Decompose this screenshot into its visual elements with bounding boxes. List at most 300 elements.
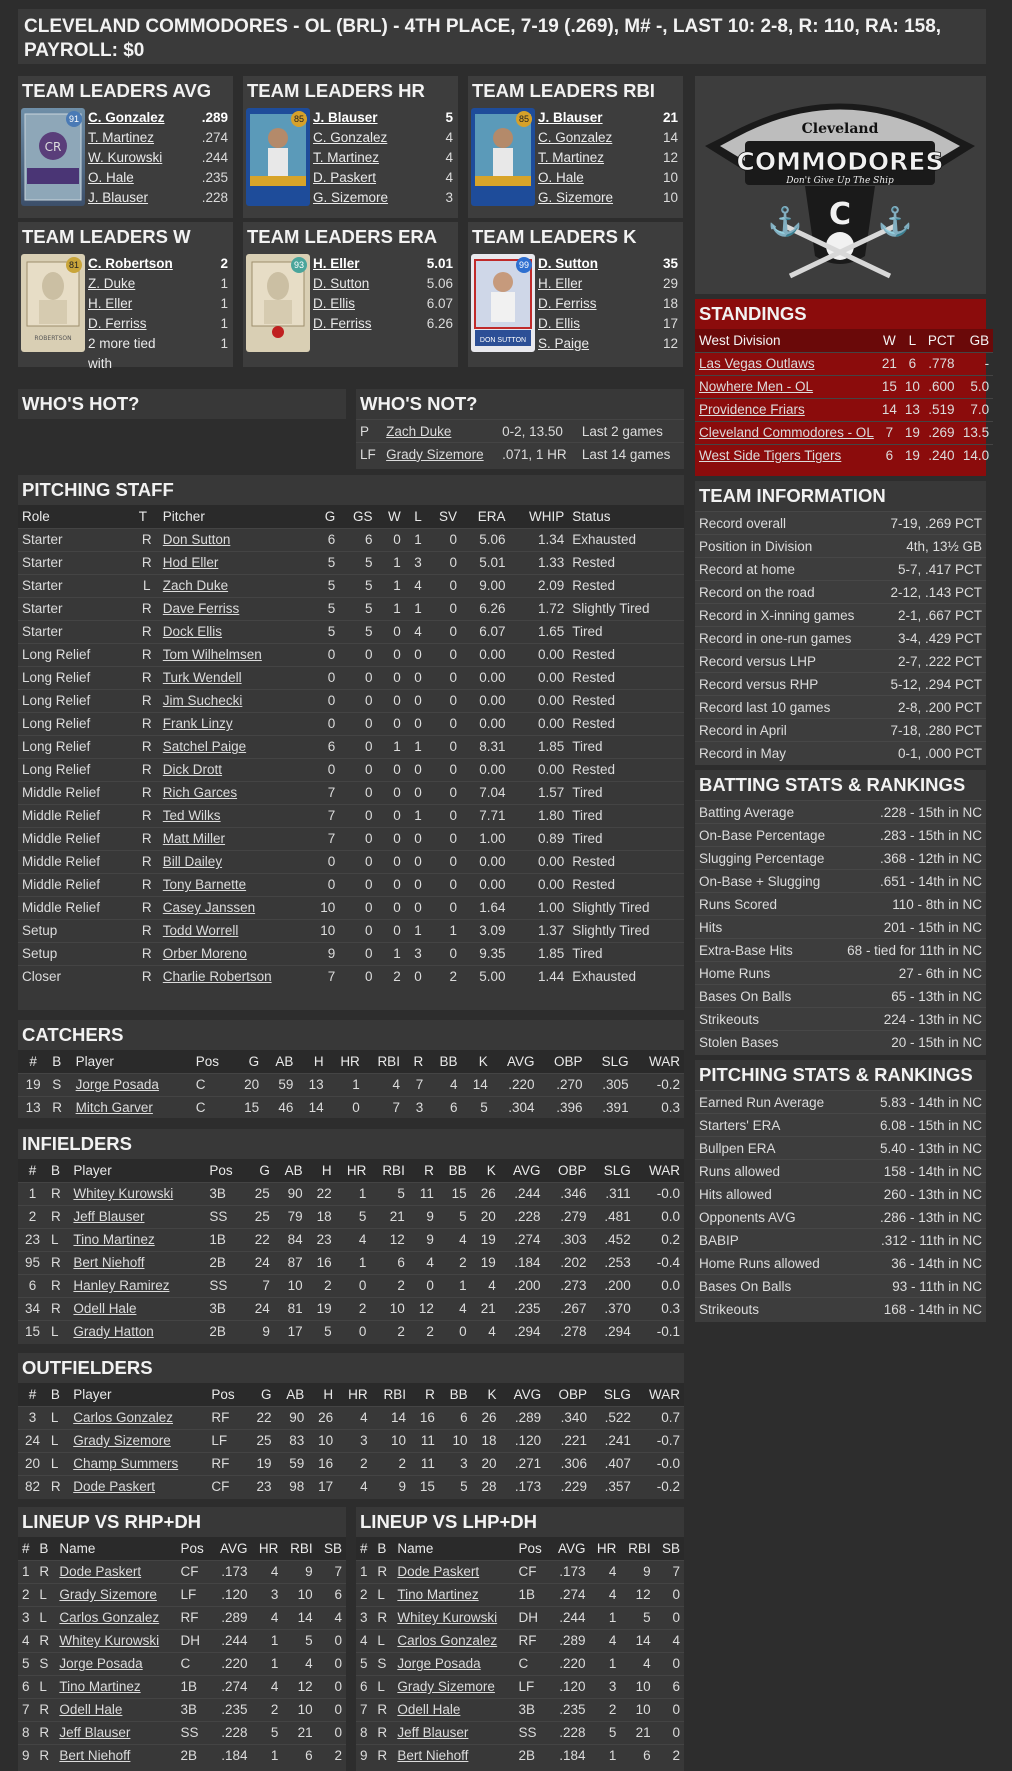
- pitching-staff-panel: [18, 475, 684, 1010]
- table-cell: R: [35, 1629, 55, 1652]
- standings-cell: 6: [901, 352, 924, 375]
- column-header[interactable]: K: [472, 1383, 501, 1406]
- leader-row: [88, 314, 228, 334]
- leader-name[interactable]: O. Hale: [88, 170, 134, 185]
- player-card-image[interactable]: [21, 254, 85, 352]
- leader-row: [88, 108, 228, 128]
- table-cell: 20: [18, 1452, 47, 1475]
- stat-row: [695, 557, 986, 580]
- table-cell: 5: [620, 1606, 654, 1629]
- leader-name[interactable]: Z. Duke: [88, 276, 136, 291]
- column-header[interactable]: AVG: [492, 1050, 539, 1073]
- whos-not-cell: .071, 1 HR: [498, 443, 578, 466]
- table-cell: R: [35, 1698, 55, 1721]
- table-cell: .305: [587, 1073, 633, 1096]
- catchers-title: CATCHERS: [18, 1020, 684, 1050]
- table-cell: 12: [620, 1583, 654, 1606]
- column-header[interactable]: SLG: [591, 1383, 635, 1406]
- table-cell: 1: [405, 804, 426, 827]
- column-header[interactable]: AVG: [500, 1159, 545, 1182]
- column-header[interactable]: ERA: [461, 505, 510, 528]
- leader-name[interactable]: J. Blauser: [538, 110, 603, 125]
- column-header[interactable]: Status: [568, 505, 684, 528]
- column-header[interactable]: G: [308, 505, 339, 528]
- table-cell: Starter: [18, 597, 135, 620]
- standings-row: [695, 375, 993, 398]
- stat-label: On-Base Percentage: [699, 828, 826, 843]
- table-cell: 0: [438, 1320, 471, 1343]
- player-link[interactable]: Dick Drott: [159, 758, 308, 781]
- player-link[interactable]: Todd Worrell: [159, 919, 308, 942]
- table-cell: Long Relief: [18, 689, 135, 712]
- standings-cell: .269: [924, 421, 959, 444]
- player-link[interactable]: Jeff Blauser: [393, 1721, 514, 1744]
- player-link[interactable]: Mitch Garver: [72, 1096, 192, 1119]
- table-cell: 10: [282, 1583, 316, 1606]
- player-link[interactable]: Zach Duke: [382, 420, 498, 443]
- column-header[interactable]: #: [18, 1383, 47, 1406]
- column-header[interactable]: RBI: [372, 1383, 410, 1406]
- standings-team-link[interactable]: West Side Tigers Tigers: [695, 444, 878, 467]
- column-header[interactable]: K: [471, 1159, 500, 1182]
- leader-name[interactable]: C. Gonzalez: [538, 130, 613, 145]
- table-cell: 1B: [176, 1675, 211, 1698]
- stat-value: 260 - 13th in NC: [883, 1187, 982, 1202]
- table-cell: 0: [405, 873, 426, 896]
- whos-not-cell: Last 2 games: [578, 420, 684, 443]
- standings-team-link[interactable]: Nowhere Men - OL: [695, 375, 878, 398]
- table-cell: .278: [545, 1320, 591, 1343]
- table-cell: 1: [328, 1073, 364, 1096]
- player-link[interactable]: Grady Sizemore: [69, 1429, 207, 1452]
- player-link[interactable]: Bert Niehoff: [69, 1251, 205, 1274]
- leader-row: [538, 128, 678, 148]
- player-link[interactable]: Dode Paskert: [55, 1560, 176, 1583]
- column-header[interactable]: Pos: [205, 1159, 244, 1182]
- player-card-image[interactable]: [246, 254, 310, 352]
- player-link[interactable]: Matt Miller: [159, 827, 308, 850]
- column-header[interactable]: HR: [590, 1537, 621, 1560]
- column-header[interactable]: G: [247, 1383, 276, 1406]
- stat-label: Record in X-inning games: [699, 608, 855, 623]
- stat-label: Position in Division: [699, 539, 813, 554]
- player-link[interactable]: Whitey Kurowski: [69, 1182, 205, 1205]
- column-header[interactable]: BB: [438, 1159, 471, 1182]
- table-cell: 0: [336, 1320, 371, 1343]
- stat-value: 7-18, .280 PCT: [890, 723, 982, 738]
- table-cell: .235: [500, 1297, 545, 1320]
- column-header[interactable]: Pos: [207, 1383, 246, 1406]
- table-cell: 0: [377, 919, 405, 942]
- leader-name[interactable]: T. Martinez: [88, 130, 155, 145]
- column-header[interactable]: G: [233, 1050, 263, 1073]
- leader-row: [88, 254, 228, 274]
- column-header[interactable]: WAR: [633, 1050, 684, 1073]
- player-link[interactable]: Odell Hale: [55, 1698, 176, 1721]
- column-header[interactable]: Name: [55, 1537, 176, 1560]
- player-card-image[interactable]: [471, 254, 535, 352]
- column-header[interactable]: Pitcher: [159, 505, 308, 528]
- table-cell: .304: [492, 1096, 539, 1119]
- column-header[interactable]: W: [377, 505, 405, 528]
- table-cell: .289: [501, 1406, 546, 1429]
- leader-name[interactable]: H. Eller: [88, 296, 133, 311]
- stat-row: [695, 915, 986, 938]
- table-cell: 5: [339, 574, 376, 597]
- column-header[interactable]: BB: [427, 1050, 461, 1073]
- player-link[interactable]: Tino Martinez: [393, 1583, 514, 1606]
- column-header[interactable]: H: [307, 1159, 336, 1182]
- table-cell: 0: [336, 1274, 371, 1297]
- stat-label: Strikeouts: [699, 1302, 760, 1317]
- player-link[interactable]: Grady Hatton: [69, 1320, 205, 1343]
- column-header[interactable]: B: [47, 1159, 69, 1182]
- player-link[interactable]: Dode Paskert: [393, 1560, 514, 1583]
- leader-name: 2 more tied with: [88, 336, 156, 371]
- table-row: [18, 1606, 346, 1629]
- team-header-title: CLEVELAND COMMODORES - OL (BRL) - 4TH PLACE, 7-19 (.269), M# -, LAST 10: 2-8, R: 110, RA: 158, PAYROLL: $0: [24, 16, 942, 61]
- player-link[interactable]: Carlos Gonzalez: [69, 1406, 207, 1429]
- table-row: [18, 1475, 684, 1498]
- player-link[interactable]: Dock Ellis: [159, 620, 308, 643]
- standings-cell: 7: [878, 421, 901, 444]
- leader-name[interactable]: T. Martinez: [313, 150, 380, 165]
- column-header[interactable]: T: [135, 505, 159, 528]
- player-link[interactable]: Hanley Ramirez: [69, 1274, 205, 1297]
- column-header[interactable]: B: [47, 1383, 69, 1406]
- player-link[interactable]: Grady Sizemore: [382, 443, 498, 466]
- whos-not-row: [356, 420, 684, 443]
- column-header[interactable]: R: [404, 1050, 427, 1073]
- column-header[interactable]: #: [18, 1537, 35, 1560]
- column-header[interactable]: R: [409, 1159, 438, 1182]
- column-header[interactable]: RBI: [370, 1159, 408, 1182]
- player-link[interactable]: Odell Hale: [393, 1698, 514, 1721]
- column-header[interactable]: SV: [426, 505, 461, 528]
- table-cell: 0: [339, 965, 376, 988]
- standings-cell: 10: [901, 375, 924, 398]
- column-header[interactable]: AB: [263, 1050, 297, 1073]
- column-header[interactable]: #: [18, 1159, 47, 1182]
- table-cell: 7: [404, 1073, 427, 1096]
- column-header[interactable]: AVG: [501, 1383, 546, 1406]
- column-header[interactable]: AB: [274, 1159, 307, 1182]
- table-cell: 0: [426, 574, 461, 597]
- stat-label: Runs allowed: [699, 1164, 781, 1179]
- table-cell: Closer: [18, 965, 135, 988]
- leader-name[interactable]: D. Sutton: [313, 276, 370, 291]
- column-header[interactable]: Player: [69, 1383, 207, 1406]
- column-header[interactable]: HR: [328, 1050, 364, 1073]
- table-row: [18, 1429, 684, 1452]
- table-cell: 13: [297, 1073, 327, 1096]
- table-cell: 9: [356, 1744, 373, 1767]
- column-header[interactable]: HR: [336, 1159, 371, 1182]
- column-header[interactable]: L: [405, 505, 426, 528]
- player-link[interactable]: Grady Sizemore: [55, 1583, 176, 1606]
- table-cell: 14: [297, 1096, 327, 1119]
- leader-name[interactable]: G. Sizemore: [313, 190, 389, 205]
- table-cell: 0: [405, 643, 426, 666]
- table-cell: 6: [18, 1675, 35, 1698]
- stat-label: Record versus LHP: [699, 654, 817, 669]
- table-cell: 3B: [205, 1297, 244, 1320]
- table-cell: 3: [590, 1675, 621, 1698]
- stat-value: 5-7, .417 PCT: [897, 562, 982, 577]
- column-header[interactable]: Pos: [514, 1537, 549, 1560]
- player-link[interactable]: Orber Moreno: [159, 942, 308, 965]
- player-link[interactable]: Carlos Gonzalez: [393, 1629, 514, 1652]
- column-header[interactable]: OBP: [545, 1383, 591, 1406]
- player-link[interactable]: Jeff Blauser: [69, 1205, 205, 1228]
- table-cell: 3B: [176, 1698, 211, 1721]
- column-header[interactable]: SLG: [587, 1050, 633, 1073]
- player-link[interactable]: Satchel Paige: [159, 735, 308, 758]
- column-header[interactable]: Role: [18, 505, 135, 528]
- column-header[interactable]: AVG: [212, 1537, 252, 1560]
- player-link[interactable]: Jorge Posada: [72, 1073, 192, 1096]
- whos-not-cell: P: [356, 420, 382, 443]
- leader-name[interactable]: D. Paskert: [313, 170, 377, 185]
- table-cell: 0.3: [633, 1096, 684, 1119]
- player-link[interactable]: Tom Wilhelmsen: [159, 643, 308, 666]
- player-link[interactable]: Dode Paskert: [69, 1475, 207, 1498]
- table-cell: 2B: [176, 1744, 211, 1767]
- team-header: [18, 9, 986, 64]
- stat-value: 36 - 14th in NC: [891, 1256, 982, 1271]
- leader-name[interactable]: S. Paige: [538, 336, 590, 351]
- table-cell: 0: [377, 528, 405, 551]
- column-header[interactable]: Name: [393, 1537, 514, 1560]
- column-header[interactable]: SLG: [591, 1159, 635, 1182]
- leader-value: 1: [220, 316, 228, 331]
- table-cell: R: [135, 643, 159, 666]
- table-cell: C: [176, 1652, 211, 1675]
- batting-stats-title: BATTING STATS & RANKINGS: [695, 770, 986, 800]
- table-cell: 9: [308, 942, 339, 965]
- player-link[interactable]: Jim Suchecki: [159, 689, 308, 712]
- leaders-era-list: [313, 254, 453, 334]
- column-header[interactable]: RBI: [282, 1537, 316, 1560]
- table-cell: R: [135, 827, 159, 850]
- column-header[interactable]: WAR: [635, 1159, 684, 1182]
- column-header[interactable]: H: [297, 1050, 327, 1073]
- table-cell: 0.00: [461, 712, 510, 735]
- leader-name[interactable]: D. Ferriss: [88, 316, 147, 331]
- leader-name[interactable]: C. Robertson: [88, 256, 173, 271]
- table-cell: -0.4: [635, 1251, 684, 1274]
- column-header[interactable]: #: [18, 1050, 48, 1073]
- player-link[interactable]: Zach Duke: [159, 574, 308, 597]
- column-header[interactable]: Pos: [176, 1537, 211, 1560]
- table-row: [18, 1205, 684, 1228]
- stat-label: Record in one-run games: [699, 631, 852, 646]
- player-link[interactable]: Casey Janssen: [159, 896, 308, 919]
- player-link[interactable]: Frank Linzy: [159, 712, 308, 735]
- leader-name[interactable]: D. Ellis: [538, 316, 581, 331]
- column-header[interactable]: G: [245, 1159, 274, 1182]
- standings-team-link[interactable]: Providence Friars: [695, 398, 878, 421]
- table-cell: 1: [426, 919, 461, 942]
- stat-row: [695, 718, 986, 741]
- column-header[interactable]: SB: [317, 1537, 346, 1560]
- stat-value: 6.08 - 15th in NC: [879, 1118, 982, 1133]
- column-header[interactable]: SB: [655, 1537, 684, 1560]
- stat-label: On-Base + Slugging: [699, 874, 821, 889]
- leader-name[interactable]: D. Ellis: [313, 296, 356, 311]
- table-cell: L: [373, 1675, 393, 1698]
- table-cell: 0: [405, 827, 426, 850]
- column-header[interactable]: H: [308, 1383, 337, 1406]
- player-link[interactable]: Tino Martinez: [55, 1675, 176, 1698]
- leader-name[interactable]: H. Eller: [313, 256, 360, 271]
- table-cell: 7: [356, 1698, 373, 1721]
- table-cell: .173: [550, 1560, 590, 1583]
- column-header[interactable]: Player: [69, 1159, 205, 1182]
- leader-name[interactable]: J. Blauser: [313, 110, 378, 125]
- leader-name[interactable]: W. Kurowski: [88, 150, 163, 165]
- player-link[interactable]: Hod Eller: [159, 551, 308, 574]
- table-cell: 1: [336, 1182, 371, 1205]
- table-cell: 0: [308, 689, 339, 712]
- leader-row: [88, 294, 228, 314]
- leader-name[interactable]: D. Ferriss: [538, 296, 597, 311]
- table-cell: 1.57: [510, 781, 569, 804]
- player-link[interactable]: Whitey Kurowski: [55, 1629, 176, 1652]
- table-cell: 5: [438, 1205, 471, 1228]
- table-cell: 81: [274, 1297, 307, 1320]
- standings-team-link[interactable]: Cleveland Commodores - OL: [695, 421, 878, 444]
- player-link[interactable]: Grady Sizemore: [393, 1675, 514, 1698]
- standings-team-link[interactable]: Las Vegas Outlaws: [695, 352, 878, 375]
- column-header[interactable]: Pos: [192, 1050, 233, 1073]
- column-header[interactable]: Player: [72, 1050, 192, 1073]
- column-header[interactable]: BB: [439, 1383, 472, 1406]
- player-link[interactable]: Ted Wilks: [159, 804, 308, 827]
- table-cell: Setup: [18, 919, 135, 942]
- table-cell: 1: [405, 735, 426, 758]
- player-link[interactable]: Jorge Posada: [55, 1652, 176, 1675]
- table-cell: Slightly Tired: [568, 597, 684, 620]
- leader-name[interactable]: J. Blauser: [88, 190, 149, 205]
- table-cell: 18: [307, 1205, 336, 1228]
- player-link[interactable]: Turk Wendell: [159, 666, 308, 689]
- column-header[interactable]: WHIP: [510, 505, 569, 528]
- table-cell: 24: [245, 1251, 274, 1274]
- table-cell: 1: [590, 1744, 621, 1767]
- table-cell: 4: [590, 1560, 621, 1583]
- column-header[interactable]: RBI: [620, 1537, 654, 1560]
- column-header[interactable]: B: [35, 1537, 55, 1560]
- table-cell: Tired: [568, 620, 684, 643]
- table-cell: Tired: [568, 735, 684, 758]
- leader-value: .289: [201, 110, 228, 125]
- player-card-image[interactable]: [246, 108, 310, 206]
- player-link[interactable]: Dave Ferriss: [159, 597, 308, 620]
- player-link[interactable]: Whitey Kurowski: [393, 1606, 514, 1629]
- leaders-hr-box: [243, 76, 458, 218]
- leader-name[interactable]: C. Gonzalez: [88, 110, 165, 125]
- table-cell: 26: [472, 1406, 501, 1429]
- column-header[interactable]: OBP: [539, 1050, 587, 1073]
- player-link[interactable]: Bert Niehoff: [393, 1744, 514, 1767]
- table-cell: 1.34: [510, 528, 569, 551]
- leader-name[interactable]: O. Hale: [538, 170, 584, 185]
- column-header[interactable]: WAR: [635, 1383, 684, 1406]
- column-header[interactable]: OBP: [545, 1159, 591, 1182]
- player-link[interactable]: Odell Hale: [69, 1297, 205, 1320]
- leader-name[interactable]: G. Sizemore: [538, 190, 614, 205]
- leader-name[interactable]: D. Sutton: [538, 256, 598, 271]
- column-header[interactable]: K: [462, 1050, 492, 1073]
- svg-text:CR: CR: [44, 140, 62, 154]
- player-link[interactable]: Bert Niehoff: [55, 1744, 176, 1767]
- leader-name[interactable]: C. Gonzalez: [313, 130, 388, 145]
- player-link[interactable]: Don Sutton: [159, 528, 308, 551]
- column-header[interactable]: HR: [337, 1383, 372, 1406]
- column-header[interactable]: HR: [252, 1537, 283, 1560]
- column-header[interactable]: R: [410, 1383, 439, 1406]
- player-link[interactable]: Champ Summers: [69, 1452, 207, 1475]
- table-cell: 0: [377, 896, 405, 919]
- column-header[interactable]: AB: [276, 1383, 309, 1406]
- table-cell: 7: [245, 1274, 274, 1297]
- table-cell: 2B: [514, 1744, 549, 1767]
- column-header[interactable]: B: [48, 1050, 71, 1073]
- stat-label: Hits: [699, 920, 723, 935]
- column-header[interactable]: #: [356, 1537, 373, 1560]
- column-header[interactable]: GS: [339, 505, 376, 528]
- table-cell: 4: [337, 1406, 372, 1429]
- table-cell: R: [47, 1274, 69, 1297]
- table-cell: 10: [282, 1698, 316, 1721]
- player-link[interactable]: Jeff Blauser: [55, 1721, 176, 1744]
- table-cell: 10: [308, 1429, 337, 1452]
- player-link[interactable]: Tino Martinez: [69, 1228, 205, 1251]
- player-card-image[interactable]: [471, 108, 535, 206]
- leader-name[interactable]: H. Eller: [538, 276, 583, 291]
- table-cell: 4: [356, 1629, 373, 1652]
- standings-cell: 14: [878, 398, 901, 421]
- player-link[interactable]: Tony Barnette: [159, 873, 308, 896]
- player-link[interactable]: Rich Garces: [159, 781, 308, 804]
- table-cell: 0: [426, 896, 461, 919]
- player-link[interactable]: Carlos Gonzalez: [55, 1606, 176, 1629]
- table-cell: CF: [514, 1560, 549, 1583]
- column-header[interactable]: AVG: [550, 1537, 590, 1560]
- card-rating-badge: 85: [516, 111, 532, 127]
- player-card-image[interactable]: [21, 108, 85, 206]
- player-link[interactable]: Charlie Robertson: [159, 965, 308, 988]
- stat-label: Batting Average: [699, 805, 795, 820]
- leader-row: [538, 188, 678, 208]
- stat-row: [695, 626, 986, 649]
- column-header[interactable]: RBI: [364, 1050, 404, 1073]
- player-link[interactable]: Bill Dailey: [159, 850, 308, 873]
- leaders-w-title: TEAM LEADERS W: [22, 226, 191, 247]
- column-header[interactable]: B: [373, 1537, 393, 1560]
- stat-row: [695, 823, 986, 846]
- leader-name[interactable]: D. Ferriss: [313, 316, 372, 331]
- table-cell: 6: [370, 1251, 408, 1274]
- table-row: [18, 1675, 346, 1698]
- table-row: [18, 781, 684, 804]
- stat-label: Runs Scored: [699, 897, 778, 912]
- table-cell: 9: [372, 1475, 410, 1498]
- player-link[interactable]: Jorge Posada: [393, 1652, 514, 1675]
- leader-value: .244: [201, 150, 228, 165]
- leader-name[interactable]: T. Martinez: [538, 150, 605, 165]
